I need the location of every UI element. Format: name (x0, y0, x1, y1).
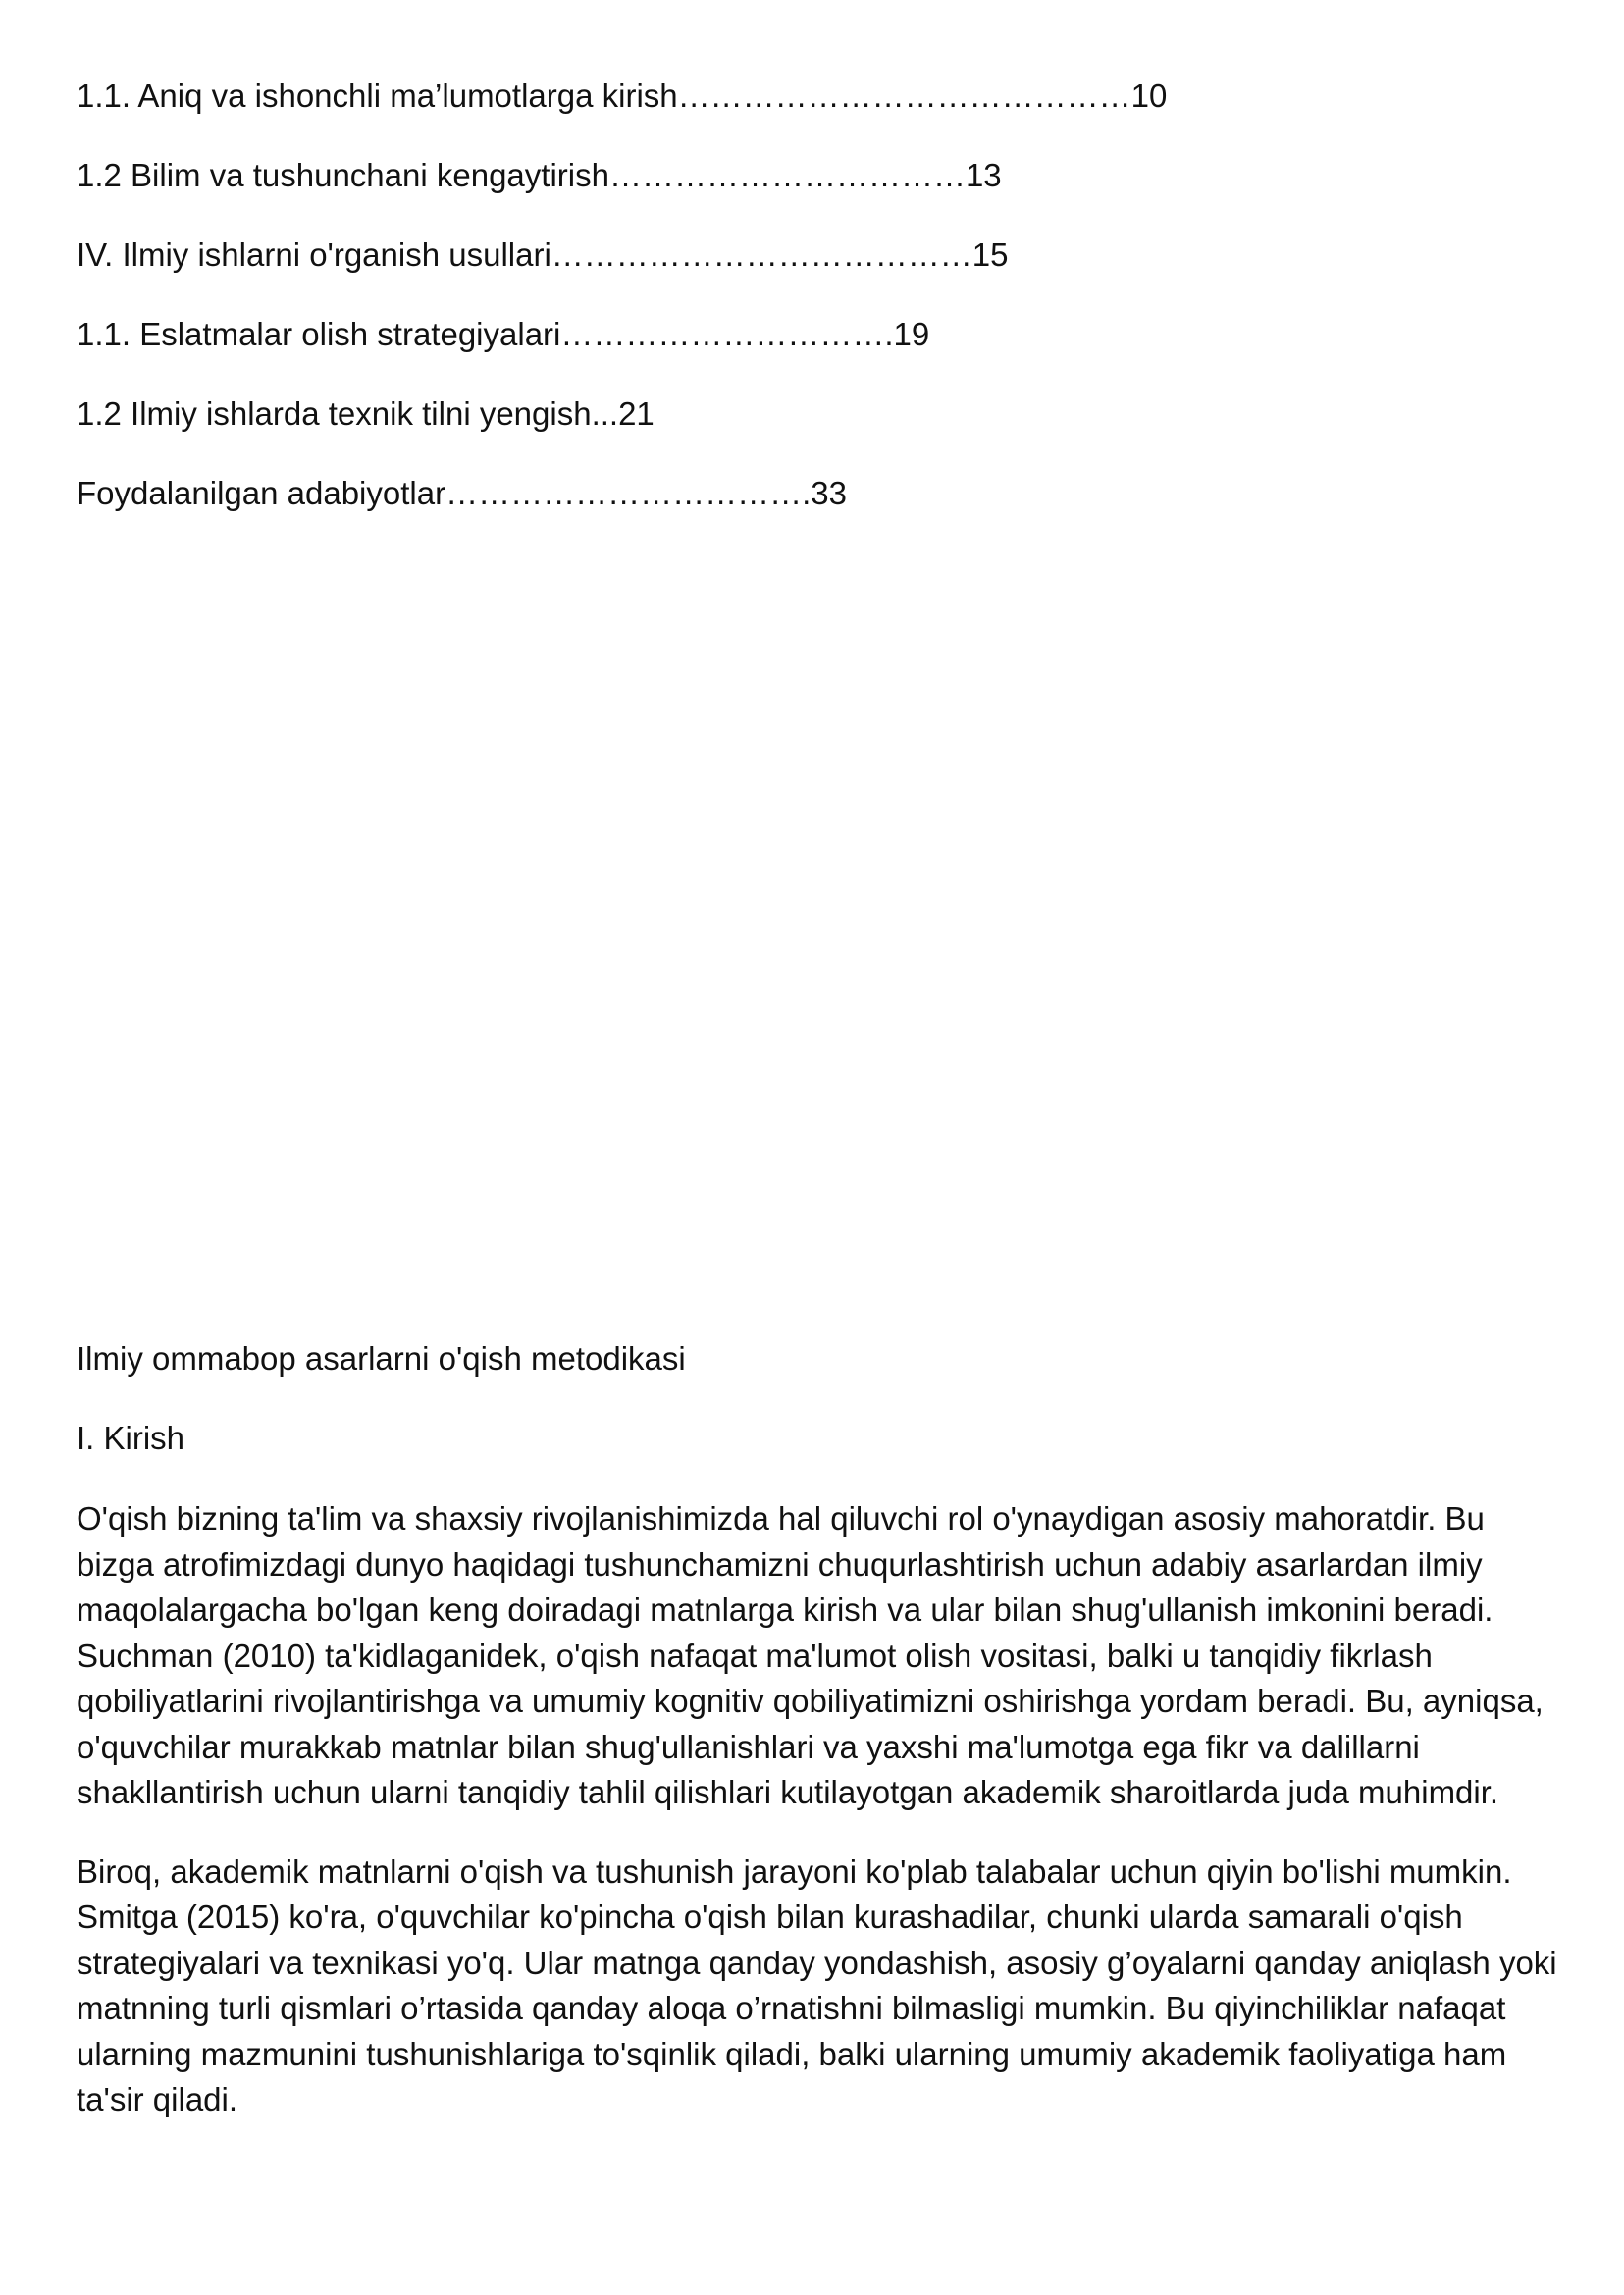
section-heading: I. Kirish (77, 1420, 185, 1456)
toc-entry: 1.2 Ilmiy ishlarda texnik tilni yengish...21 (77, 395, 655, 432)
paragraph: Biroq, akademik matnlarni o'qish va tushunish jarayoni ko'plab talabalar uchun qiyin bo'lishi mumkin. Smitga (2015) ko'ra, o'quvchilar ko'pincha o'qish bilan kurashadilar, chunki ularda samarali o'qish strategiyalari va texnikasi yo'q. Ular matnga qanday yondashish, asosiy g’oyalarni qanday aniqlash yoki matnning turli qismlari o’rtasida qanday aloqa o’rnatishni bilmasligi mumkin. Bu qiyinchiliklar nafaqat ularning mazmunini tushunishlariga to'sqinlik qiladi, balki ularning umumiy akademik faoliyatiga ham ta'sir qiladi. (77, 1852, 1557, 2117)
document-body (77, 1337, 1558, 2157)
table-of-contents (77, 75, 1450, 551)
toc-entry: 1.2 Bilim va tushunchani kengaytirish……………………………13 (77, 157, 1002, 193)
document-title: Ilmiy ommabop asarlarni o'qish metodikasi (77, 1340, 686, 1377)
toc-entry: 1.1. Aniq va ishonchli ma’lumotlarga kirish……………………………………10 (77, 78, 1168, 114)
toc-entry: Foydalanilgan adabiyotlar…………………………….33 (77, 475, 847, 511)
toc-entry: IV. Ilmiy ishlarni o'rganish usullari…………………………………15 (77, 236, 1009, 273)
toc-entry: 1.1. Eslatmalar olish strategiyalari………………………….19 (77, 316, 930, 352)
paragraph: O'qish bizning ta'lim va shaxsiy rivojlanishimizda hal qiluvchi rol o'ynaydigan asosiy mahoratdir. Bu bizga atrofimizdagi dunyo haqidagi tushunchamizni chuqurlashtirish uchun adabiy asarlardan ilmiy maqolalargacha bo'lgan keng doiradagi matnlarga kirish va ular bilan shug'ullanish imkonini beradi. Suchman (2010) ta'kidlaganidek, o'qish nafaqat ma'lumot olish vositasi, balki u tanqidiy fikrlash qobiliyatlarini rivojlantirishga va umumiy kognitiv qobiliyatimizni oshirishga yordam beradi. Bu, ayniqsa, o'quvchilar murakkab matnlar bilan shug'ullanishlari va yaxshi ma'lumotga ega fikr va dalillarni shakllantirish uchun ularni tanqidiy tahlil qilishlari kutilayotgan akademik sharoitlarda juda muhimdir. (77, 1500, 1544, 1810)
